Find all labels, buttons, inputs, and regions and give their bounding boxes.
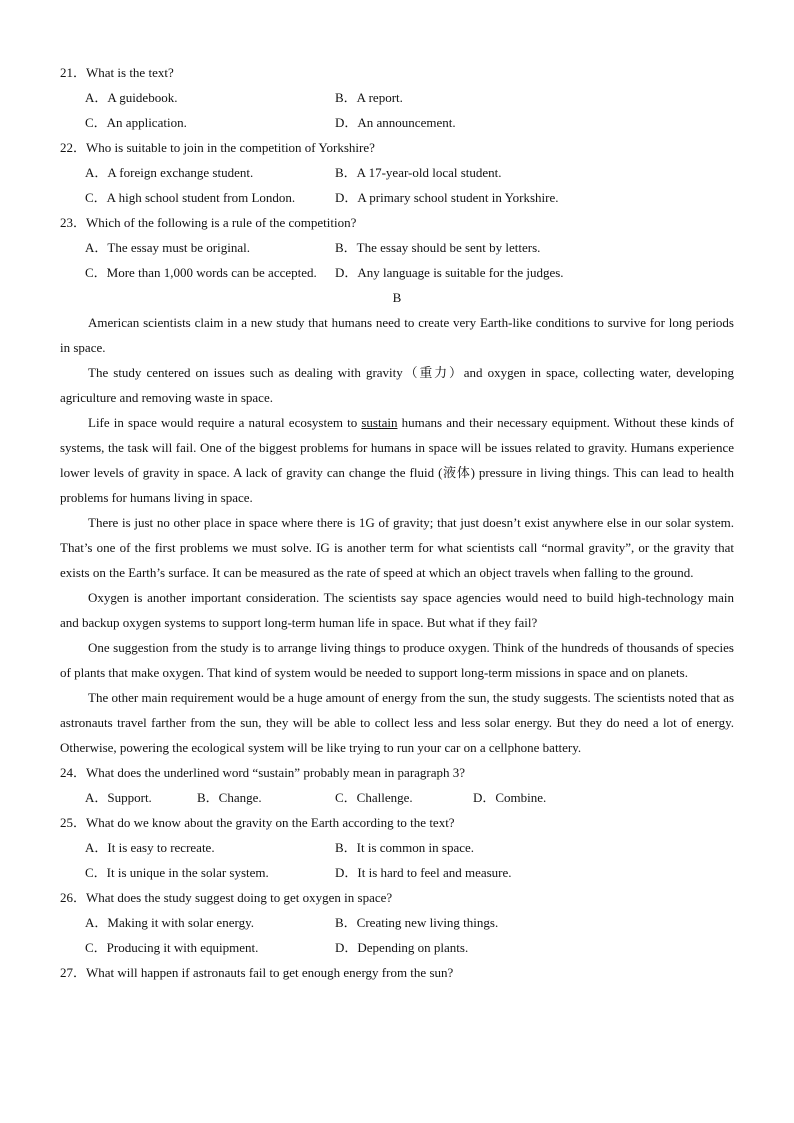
paragraph-3-rest: humans and their necessary equipment. Without these kinds of systems, the task will fail. One of the biggest problems for humans in space will be issues related to gravity. Humans experience lower levels of gravity in space. A lack of gravity can change the fluid (液体) pressure in living things. This can lead to health problems for humans living in space. [60, 415, 734, 505]
option-25-b: B．It is common in space. [335, 840, 475, 855]
option-25-c: C．It is unique in the solar system. [85, 865, 269, 880]
paragraph-3-start: Life in space would require a natural ecosystem to [88, 415, 362, 430]
question-21-stem: 21．What is the text? [60, 65, 174, 80]
question-26-options-row-1 [60, 910, 734, 935]
question-21-options-row-2 [60, 110, 734, 135]
exam-page [60, 60, 734, 985]
option-21-b: B．A report. [335, 90, 403, 105]
option-25-a: A．It is easy to recreate. [85, 840, 215, 855]
question-22-stem: 22．Who is suitable to join in the competition of Yorkshire? [60, 140, 375, 155]
passage-paragraph-6: One suggestion from the study is to arrange living things to produce oxygen. Think of the hundreds of thousands of species of plants that make oxygen. That kind of system would be needed to support long-term missions in space and on planets. [60, 640, 734, 680]
option-26-d: D．Depending on plants. [335, 940, 469, 955]
question-22-options-row-1 [60, 160, 734, 185]
question-24-options-row [60, 785, 734, 810]
section-label: B [392, 290, 402, 305]
question-26-options-row-2 [60, 935, 734, 960]
option-23-b: B．The essay should be sent by letters. [335, 240, 541, 255]
option-22-c: C．A high school student from London. [85, 190, 296, 205]
option-21-d: D．An announcement. [335, 115, 456, 130]
passage-paragraph-1: American scientists claim in a new study that humans need to create very Earth-like conditions to survive for long periods in space. [60, 315, 734, 355]
question-26-stem: 26．What does the study suggest doing to get oxygen in space? [60, 890, 393, 905]
question-27-stem: 27．What will happen if astronauts fail to get enough energy from the sun? [60, 965, 454, 980]
question-23-options-row-2 [60, 260, 734, 285]
underlined-word-sustain: sustain [361, 415, 398, 430]
question-22-options-row-2 [60, 185, 734, 210]
option-22-d: D．A primary school student in Yorkshire. [335, 190, 559, 205]
passage-paragraph-5: Oxygen is another important consideration. The scientists say space agencies would need to build high-technology main and backup oxygen systems to support long-term human life in space. But what if they fail? [60, 590, 734, 630]
passage-paragraph-4: There is just no other place in space where there is 1G of gravity; that just doesn’t exist anywhere else in our solar system. That’s one of the first problems we must solve. IG is another term for what scientists call “normal gravity”, or the gravity that exists on the Earth’s surface. It can be measured as the rate of speed at which an object travels when falling to the ground. [60, 515, 734, 580]
passage-paragraph-7: The other main requirement would be a huge amount of energy from the sun, the study suggests. The scientists noted that as astronauts travel farther from the sun, they will be able to collect less and less solar energy. But they do need a lot of energy. Otherwise, powering the ecological system will be like trying to run your car on a cellphone battery. [60, 690, 734, 755]
question-23-options-row-1 [60, 235, 734, 260]
question-25-options-row-2 [60, 860, 734, 885]
option-24-a: A．Support. [85, 790, 152, 805]
question-21-options-row-1 [60, 85, 734, 110]
question-23-stem: 23．Which of the following is a rule of the competition? [60, 215, 357, 230]
option-24-b: B．Change. [197, 790, 262, 805]
option-22-b: B．A 17-year-old local student. [335, 165, 502, 180]
option-26-b: B．Creating new living things. [335, 915, 499, 930]
passage-paragraph-3 [60, 410, 734, 510]
option-21-c: C．An application. [85, 115, 187, 130]
question-25-options-row-1 [60, 835, 734, 860]
option-21-a: A．A guidebook. [85, 90, 178, 105]
option-26-c: C．Producing it with equipment. [85, 940, 259, 955]
option-26-a: A．Making it with solar energy. [85, 915, 254, 930]
option-23-c: C．More than 1,000 words can be accepted. [85, 265, 317, 280]
question-25-stem: 25．What do we know about the gravity on the Earth according to the text? [60, 815, 455, 830]
option-22-a: A．A foreign exchange student. [85, 165, 254, 180]
option-23-a: A．The essay must be original. [85, 240, 250, 255]
question-24-stem: 24．What does the underlined word “sustain” probably mean in paragraph 3? [60, 765, 466, 780]
option-24-d: D．Combine. [473, 790, 547, 805]
option-25-d: D．It is hard to feel and measure. [335, 865, 512, 880]
option-23-d: D．Any language is suitable for the judges. [335, 265, 564, 280]
passage-paragraph-2: The study centered on issues such as dealing with gravity（重力）and oxygen in space, collecting water, developing agriculture and removing waste in space. [60, 365, 734, 405]
option-24-c: C．Challenge. [335, 790, 413, 805]
